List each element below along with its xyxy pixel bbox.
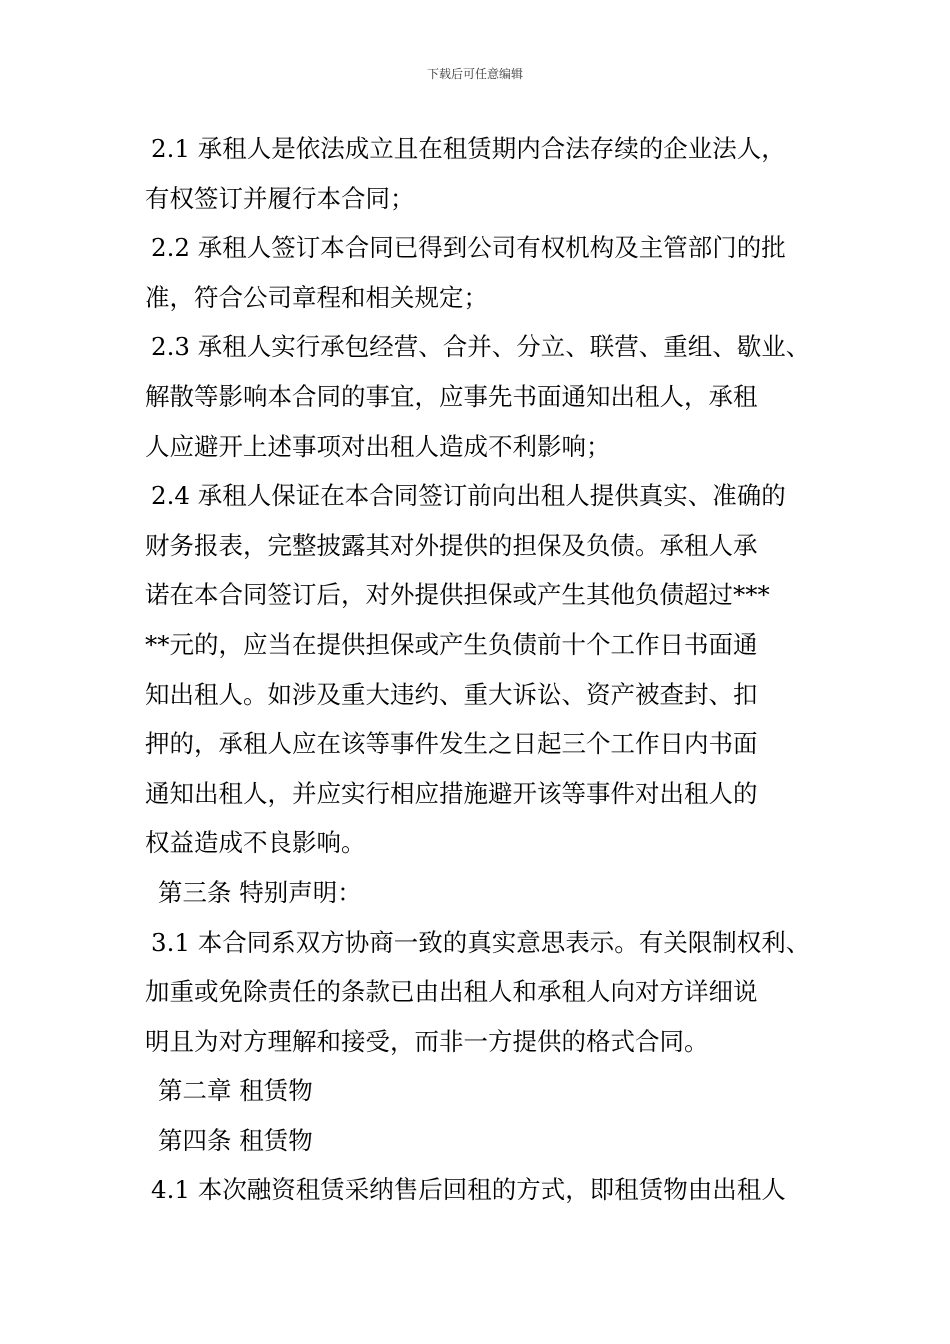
clause-2-2-line-1: 2.2 承租人签订本合同已得到公司有权机构及主管部门的批	[151, 233, 786, 263]
clause-3-1-line-1: 3.1 本合同系双方协商一致的真实意思表示。有关限制权利、	[151, 927, 811, 957]
clause-2-4-line-2: 财务报表，完整披露其对外提供的担保及负债。承租人承	[145, 530, 758, 560]
chapter-2-heading: 第二章 租赁物	[158, 1076, 313, 1106]
clause-2-1-line-1: 2.1 承租人是依法成立且在租赁期内合法存续的企业法人，	[151, 134, 786, 163]
document-body	[145, 124, 815, 1215]
article-3-heading: 第三条 特别声明：	[158, 877, 362, 907]
article-4-heading: 第四条 租赁物	[158, 1125, 313, 1155]
clause-2-4-line-1: 2.4 承租人保证在本合同签订前向出租人提供真实、准确的	[151, 481, 786, 511]
clause-2-4-line-5: 知出租人。如涉及重大违约、重大诉讼、资产被查封、扣	[145, 679, 758, 709]
clause-2-3-line-3: 人应避开上述事项对出租人造成不利影响；	[145, 431, 611, 461]
clause-2-4-line-3: 诺在本合同签订后，对外提供担保或产生其他负债超过***	[145, 580, 770, 610]
clause-2-4-line-4: **元的，应当在提供担保或产生负债前十个工作日书面通	[145, 629, 758, 659]
page-header-note: 下载后可任意编辑	[426, 67, 523, 81]
clause-2-2-line-2: 准，符合公司章程和相关规定；	[145, 282, 488, 312]
clause-4-1-line-1: 4.1 本次融资租赁采纳售后回租的方式，即租赁物由出租人	[151, 1175, 786, 1205]
clause-2-4-line-7: 通知出租人，并应实行相应措施避开该等事件对出租人的	[145, 778, 758, 808]
clause-2-4-line-8: 权益造成不良影响。	[145, 828, 366, 858]
clause-2-3-line-1: 2.3 承租人实行承包经营、合并、分立、联营、重组、歇业、	[151, 332, 811, 362]
clause-2-3-line-2: 解散等影响本合同的事宜，应事先书面通知出租人，承租	[145, 381, 758, 411]
clause-3-1-line-3: 明且为对方理解和接受，而非一方提供的格式合同。	[145, 1026, 709, 1056]
clause-2-1-line-2: 有权签订并履行本合同；	[145, 183, 415, 213]
clause-2-4-line-6: 押的，承租人应在该等事件发生之日起三个工作日内书面	[145, 729, 758, 759]
clause-3-1-line-2: 加重或免除责任的条款已由出租人和承租人向对方详细说	[145, 977, 758, 1007]
